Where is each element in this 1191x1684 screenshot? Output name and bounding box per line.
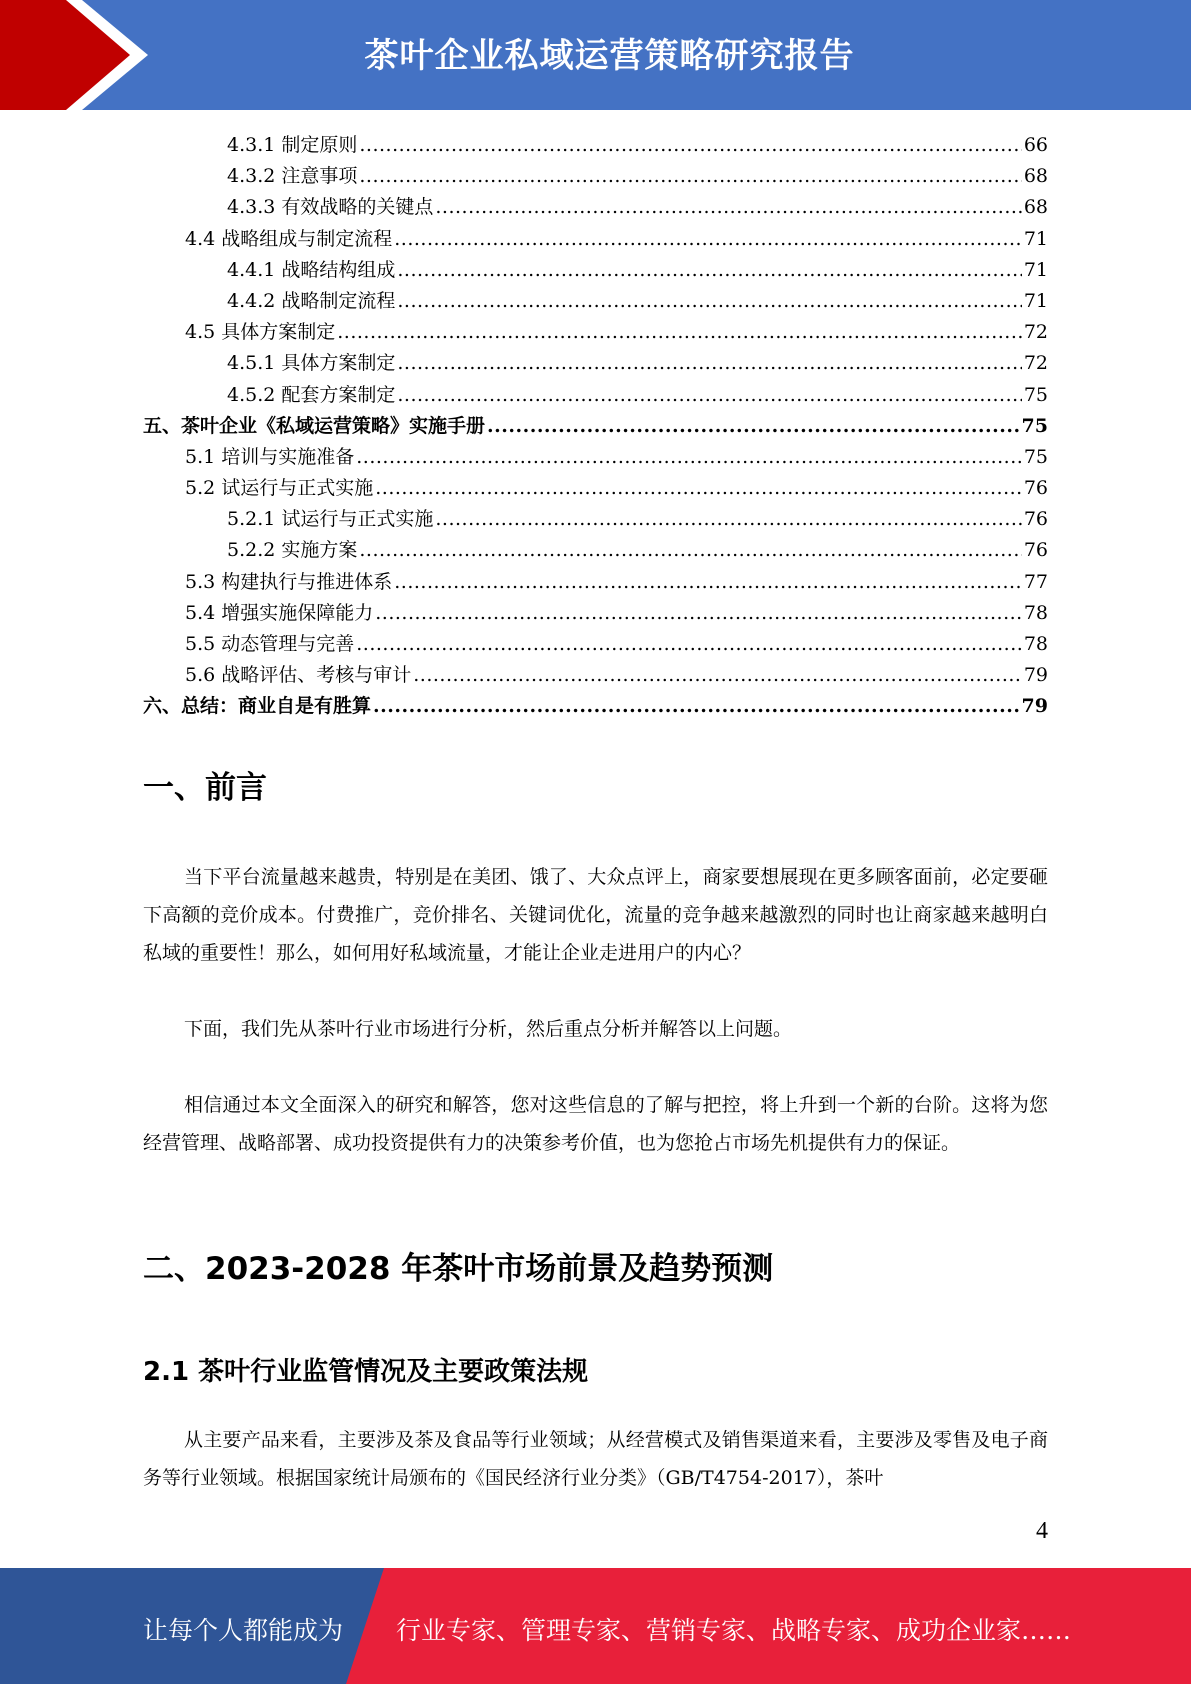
toc-entry[interactable] bbox=[143, 473, 1048, 504]
toc-entry-page: 78 bbox=[1023, 601, 1048, 624]
preface-paragraph-2: 下面，我们先从茶叶行业市场进行分析，然后重点分析并解答以上问题。 bbox=[184, 1018, 793, 1040]
toc-entry-label: 5.4 增强实施保障能力 bbox=[185, 601, 374, 624]
report-title: 茶叶企业私域运营策略研究报告 bbox=[364, 36, 855, 76]
toc-leader-dots bbox=[375, 598, 1022, 629]
toc-entry[interactable] bbox=[143, 567, 1048, 598]
toc-entry-label: 5.2.2 实施方案 bbox=[227, 539, 358, 562]
toc-entry[interactable] bbox=[143, 348, 1048, 379]
toc-entry-page: 72 bbox=[1023, 321, 1048, 344]
toc-leader-dots bbox=[397, 286, 1021, 317]
toc-entry[interactable] bbox=[143, 317, 1048, 348]
toc-entry-page: 71 bbox=[1023, 289, 1048, 312]
toc-entry-page: 78 bbox=[1023, 633, 1048, 655]
toc-entry-label: 六、总结：商业自是有胜算 bbox=[143, 695, 372, 718]
toc-leader-dots bbox=[337, 317, 1022, 348]
toc-entry[interactable] bbox=[143, 660, 1048, 691]
toc-leader-dots bbox=[375, 473, 1022, 504]
toc-entry-label: 4.3.1 制定原则 bbox=[227, 134, 358, 156]
subsection-heading-regulation: 2.1 茶叶行业监管情况及主要政策法规 bbox=[143, 1357, 589, 1387]
footer-slogan-left: 让每个人都能成为 bbox=[143, 1616, 344, 1645]
toc-leader-dots bbox=[359, 161, 1021, 192]
toc-entry-page: 75 bbox=[1023, 383, 1048, 406]
page-footer bbox=[0, 1568, 1191, 1684]
preface-paragraph-1: 当下平台流量越来越贵，特别是在美团、饿了、大众点评上，商家要想展现在更多顾客面前，必定要砸下高额的竞价成本。付费推广，竞价排名、关键词优化，流量的竞争越来越激烈的同时也让商家越来越明白私域的重要性！那么，如何用好私域流量，才能让企业走进用户的内心？ bbox=[143, 866, 1048, 964]
page-number: 4 bbox=[1036, 1518, 1048, 1544]
footer-slogan-right: 行业专家、管理专家、营销专家、战略专家、成功企业家…… bbox=[396, 1616, 1072, 1645]
toc-entry[interactable] bbox=[143, 286, 1048, 317]
toc-entry-page: 72 bbox=[1023, 352, 1048, 375]
toc-leader-dots bbox=[356, 629, 1022, 660]
toc-entry[interactable] bbox=[143, 411, 1048, 442]
toc-entry-label: 5.5 动态管理与完善 bbox=[185, 633, 355, 655]
toc-leader-dots bbox=[413, 660, 1022, 691]
toc-leader-dots bbox=[373, 691, 1020, 722]
toc-entry[interactable] bbox=[143, 535, 1048, 566]
toc-entry[interactable] bbox=[143, 442, 1048, 473]
toc-entry-page: 68 bbox=[1023, 165, 1048, 188]
toc-entry[interactable] bbox=[143, 691, 1048, 722]
toc-entry-label: 五、茶叶企业《私域运营策略》实施手册 bbox=[143, 414, 486, 437]
section-heading-market-forecast: 二、2023-2028 年茶叶市场前景及趋势预测 bbox=[143, 1251, 774, 1287]
toc-entry-page: 77 bbox=[1023, 570, 1048, 593]
toc-leader-dots bbox=[359, 535, 1021, 566]
toc-entry-page: 79 bbox=[1021, 695, 1048, 718]
toc-entry-label: 4.5.1 具体方案制定 bbox=[227, 352, 396, 375]
toc-leader-dots bbox=[487, 411, 1020, 442]
toc-entry-label: 4.4.1 战略结构组成 bbox=[227, 258, 396, 281]
toc-entry[interactable] bbox=[143, 255, 1048, 286]
toc-leader-dots bbox=[397, 255, 1021, 286]
toc-entry-page: 76 bbox=[1023, 477, 1048, 500]
toc-entry[interactable] bbox=[143, 504, 1048, 535]
toc-entry-page: 68 bbox=[1023, 196, 1048, 219]
section-heading-preface: 一、前言 bbox=[143, 770, 267, 806]
page-header bbox=[0, 0, 1191, 110]
toc-entry-label: 5.1 培训与实施准备 bbox=[185, 445, 355, 468]
toc-entry[interactable] bbox=[143, 161, 1048, 192]
toc-entry-label: 4.3.3 有效战略的关键点 bbox=[227, 196, 434, 219]
toc-entry-page: 76 bbox=[1023, 539, 1048, 562]
toc-entry-page: 79 bbox=[1023, 664, 1048, 687]
toc-entry-label: 5.6 战略评估、考核与审计 bbox=[185, 664, 412, 687]
toc-leader-dots bbox=[394, 224, 1022, 255]
toc-entry[interactable] bbox=[143, 380, 1048, 411]
toc-entry-label: 4.5.2 配套方案制定 bbox=[227, 383, 396, 406]
toc-entry-page: 66 bbox=[1023, 134, 1048, 156]
toc-entry-page: 75 bbox=[1021, 414, 1048, 437]
preface-paragraph-3: 相信通过本文全面深入的研究和解答，您对这些信息的了解与把控，将上升到一个新的台阶。这将为您经营管理、战略部署、成功投资提供有力的决策参考价值，也为您抢占市场先机提供有力的保证。 bbox=[143, 1094, 1048, 1154]
toc-leader-dots bbox=[435, 192, 1021, 223]
toc-entry-label: 4.4.2 战略制定流程 bbox=[227, 289, 396, 312]
toc-entry[interactable] bbox=[143, 224, 1048, 255]
toc-leader-dots bbox=[397, 348, 1021, 379]
toc-entry-label: 5.2.1 试运行与正式实施 bbox=[227, 508, 434, 531]
toc-entry-label: 5.2 试运行与正式实施 bbox=[185, 477, 374, 500]
toc-leader-dots bbox=[356, 442, 1022, 473]
toc-entry-page: 71 bbox=[1023, 227, 1048, 250]
regulation-paragraph: 从主要产品来看，主要涉及茶及食品等行业领域；从经营模式及销售渠道来看，主要涉及零售及电子商务等行业领域。根据国家统计局颁布的《国民经济行业分类》（GB/T4754-2017），茶叶 bbox=[143, 1429, 1048, 1489]
toc-entry-label: 4.5 具体方案制定 bbox=[185, 321, 336, 344]
toc-leader-dots bbox=[359, 130, 1021, 161]
toc-entry-page: 71 bbox=[1023, 258, 1048, 281]
toc-entry[interactable] bbox=[143, 598, 1048, 629]
toc-leader-dots bbox=[435, 504, 1021, 535]
toc-entry-label: 4.4 战略组成与制定流程 bbox=[185, 227, 393, 250]
toc-entry[interactable] bbox=[143, 130, 1048, 161]
toc-leader-dots bbox=[397, 380, 1021, 411]
toc-entry[interactable] bbox=[143, 192, 1048, 223]
toc-entry-label: 4.3.2 注意事项 bbox=[227, 165, 358, 188]
toc-entry[interactable] bbox=[143, 629, 1048, 660]
toc-entry-label: 5.3 构建执行与推进体系 bbox=[185, 570, 393, 593]
table-of-contents bbox=[143, 130, 1048, 723]
toc-leader-dots bbox=[394, 567, 1022, 598]
toc-entry-page: 76 bbox=[1023, 508, 1048, 531]
toc-entry-page: 75 bbox=[1023, 445, 1048, 468]
